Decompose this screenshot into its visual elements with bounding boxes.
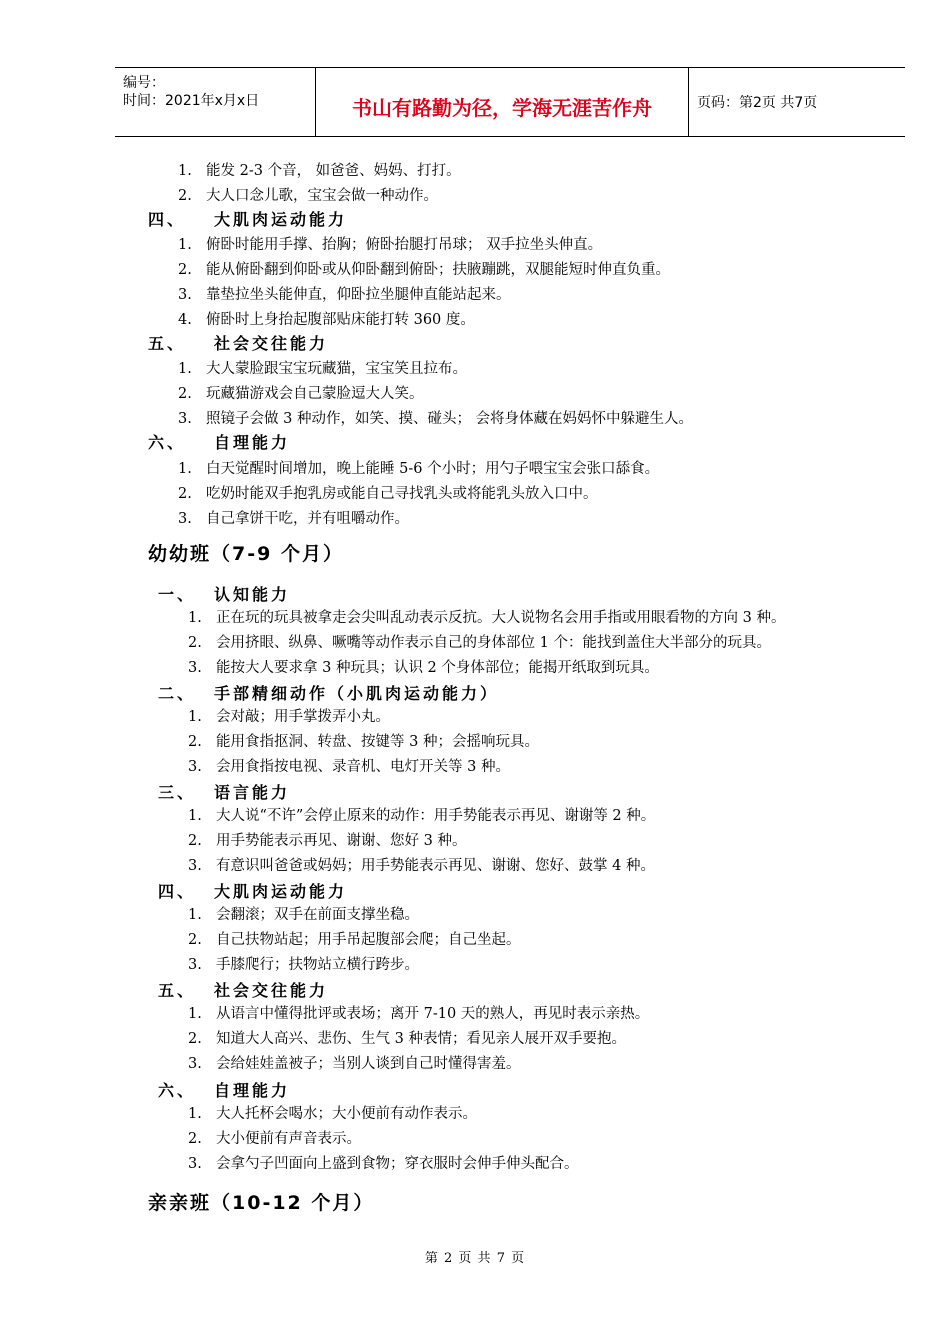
motto: 书山有路勤为径，学海无涯苦作舟	[352, 96, 652, 120]
serial-label: 编号：	[123, 75, 165, 91]
header-motto-cell	[316, 68, 689, 136]
page-indicator: 页码：第2页 共7页	[697, 95, 818, 111]
class-title: 亲亲班（10-12 个月）	[148, 1192, 375, 1214]
time-label: 时间：2021年x月x日	[123, 93, 260, 109]
header-meta-cell	[115, 68, 316, 136]
page-header	[115, 67, 905, 137]
page-footer: 第 2 页 共 7 页	[424, 1251, 526, 1266]
class-title: 幼幼班（7-9 个月）	[148, 543, 344, 565]
